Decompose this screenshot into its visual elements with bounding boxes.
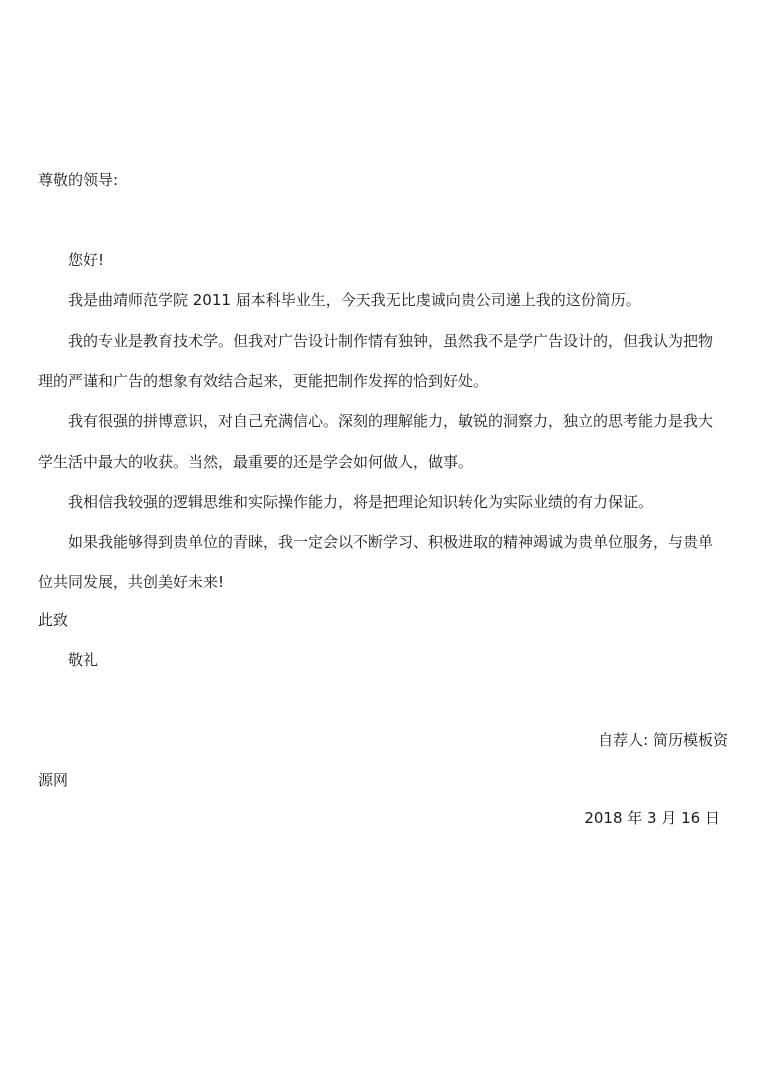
letter-date: 2018 年 3 月 16 日 <box>584 809 720 827</box>
closing-cizhi: 此致 <box>38 611 69 629</box>
paragraph-5-line-1: 如果我能够得到贵单位的青睐，我一定会以不断学习、积极进取的精神竭诚为贵单位服务，与贵单 <box>68 533 714 551</box>
signature-line-1: 自荐人: 简历模板资 <box>598 731 728 749</box>
paragraph-3-line-2: 学生活中最大的收获。当然，最重要的还是学会如何做人，做事。 <box>38 453 474 471</box>
paragraph-2-line-2: 理的严谨和广告的想象有效结合起来，更能把制作发挥的恰到好处。 <box>38 372 489 390</box>
salutation: 尊敬的领导: <box>38 171 119 189</box>
signature-line-2: 源网 <box>38 771 69 789</box>
paragraph-2-line-1: 我的专业是教育技术学。但我对广告设计制作情有独钟，虽然我不是学广告设计的，但我认为把物 <box>68 332 714 350</box>
greeting: 您好! <box>68 251 105 269</box>
paragraph-3-line-1: 我有很强的拼博意识，对自己充满信心。深刻的理解能力，敏锐的洞察力，独立的思考能力是我大 <box>68 412 714 430</box>
closing-jingli: 敬礼 <box>68 651 99 669</box>
paragraph-1: 我是曲靖师范学院 2011 届本科毕业生，今天我无比虔诚向贵公司递上我的这份简历。 <box>68 291 641 309</box>
paragraph-5-line-2: 位共同发展，共创美好未来! <box>38 573 225 591</box>
paragraph-4: 我相信我较强的逻辑思维和实际操作能力，将是把理论知识转化为实际业绩的有力保证。 <box>68 493 654 511</box>
